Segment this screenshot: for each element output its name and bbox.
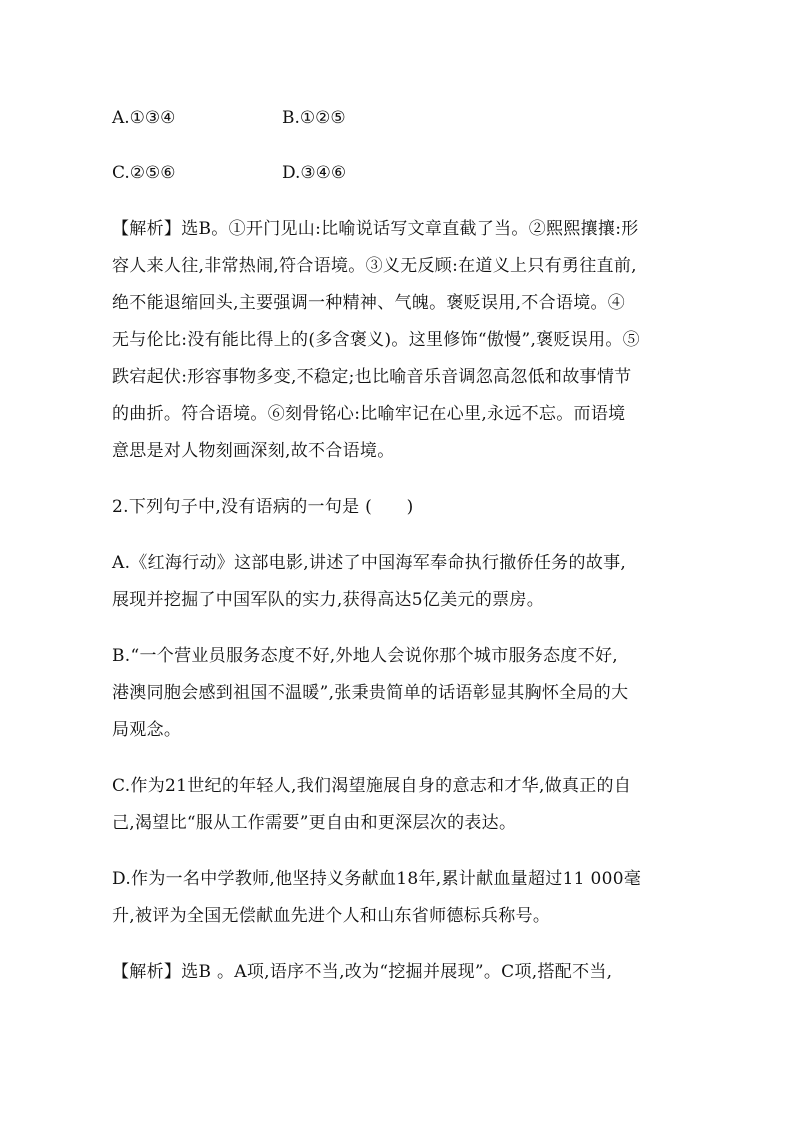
analysis1-line: 绝不能退缩回头,主要强调一种精神、气魄。褒贬误用,不合语境。④ [112,293,626,313]
option-c: C.②⑤⑥ [112,163,176,183]
option-row-2 [112,162,347,184]
analysis1-line: 的曲折。符合语境。⑥刻骨铭心:比喻牢记在心里,永远不忘。而语境 [112,404,626,424]
analysis1-line: 跌宕起伏:形容事物多变,不稳定;也比喻音乐音调忽高忽低和故事情节 [112,367,632,387]
analysis1-line: 【解析】选B。①开门见山:比喻说话写文章直截了当。②熙熙攘攘:形 [112,219,639,239]
analysis2-line: 【解析】选B 。A项,语序不当,改为“挖掘并展现”。C项,搭配不当, [112,962,613,982]
question2-option-d-line: 升,被评为全国无偿献血先进个人和山东省师德标兵称号。 [112,906,551,926]
option-b: B.①②⑤ [282,108,346,128]
question2-option-a-line: A.《红海行动》这部电影,讲述了中国海军奉命执行撤侨任务的故事, [112,553,627,573]
question2-option-b-line: B.“一个营业员服务态度不好,外地人会说你那个城市服务态度不好, [112,646,618,666]
analysis1-line: 无与伦比:没有能比得上的(多含褒义)。这里修饰“傲慢”,褒贬误用。⑤ [112,330,640,350]
question2-option-c-line: 己,渴望比“服从工作需要”更自由和更深层次的表达。 [112,813,517,833]
question2-option-c-line: C.作为21世纪的年轻人,我们渴望施展自身的意志和才华,做真正的自 [112,776,632,796]
analysis1-line: 意思是对人物刻画深刻,故不合语境。 [112,441,395,461]
question2-option-b-line: 港澳同胞会感到祖国不温暖”,张秉贵简单的话语彰显其胸怀全局的大 [112,683,629,703]
question2-option-b-line: 局观念。 [112,720,182,740]
question2-option-d-line: D.作为一名中学教师,他坚持义务献血18年,累计献血量超过11 000毫 [112,869,642,889]
analysis1-line: 容人来人往,非常热闹,符合语境。③义无反顾:在道义上只有勇往直前, [112,256,637,276]
option-a: A.①③④ [112,108,176,128]
option-row-1 [112,107,346,129]
question2-stem: 2.下列句子中,没有语病的一句是 ( ) [112,497,414,517]
option-d: D.③④⑥ [282,163,347,183]
question2-option-a-line: 展现并挖掘了中国军队的实力,获得高达5亿美元的票房。 [112,590,545,610]
